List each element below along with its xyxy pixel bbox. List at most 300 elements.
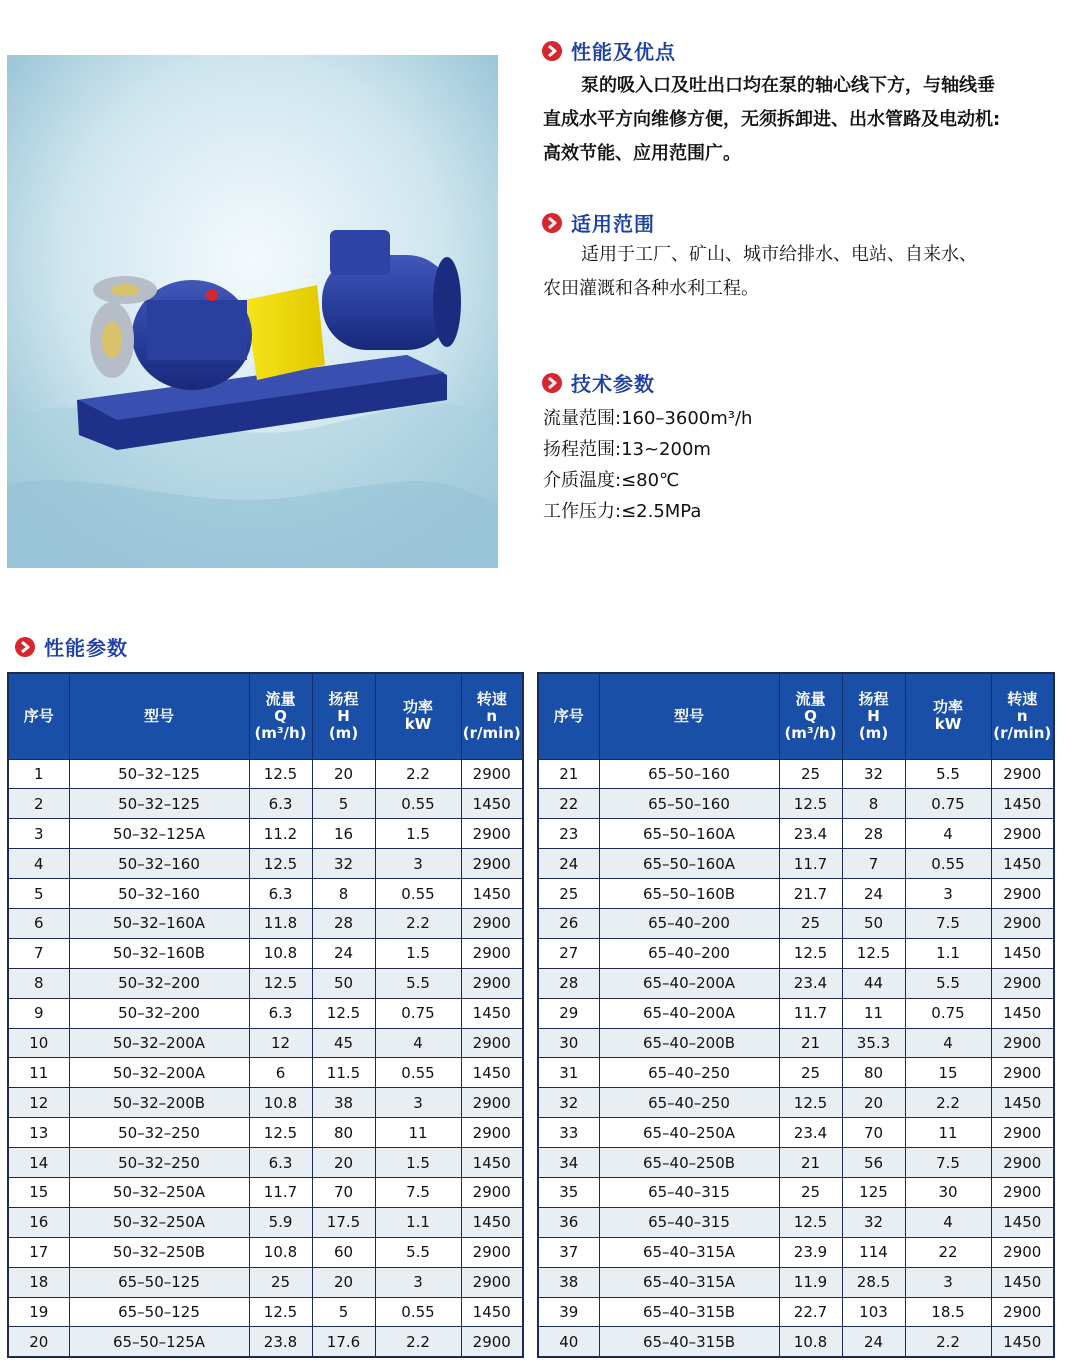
table-cell: 2900 bbox=[991, 759, 1054, 789]
table-cell: 11 bbox=[842, 998, 905, 1028]
table-cell: 1450 bbox=[991, 998, 1054, 1028]
table-cell: 25 bbox=[779, 1177, 842, 1207]
table-cell: 10.8 bbox=[249, 938, 312, 968]
table-cell: 32 bbox=[842, 1207, 905, 1237]
table-cell: 50–32–250 bbox=[69, 1118, 249, 1148]
table-header-row bbox=[8, 673, 523, 759]
table-row bbox=[538, 1148, 1054, 1178]
table-cell: 5.5 bbox=[375, 1237, 461, 1267]
scope-heading bbox=[541, 208, 655, 237]
table-cell: 25 bbox=[538, 879, 599, 909]
table-cell: 6.3 bbox=[249, 789, 312, 819]
table-cell: 12.5 bbox=[779, 789, 842, 819]
table-cell: 35 bbox=[538, 1177, 599, 1207]
table-row bbox=[8, 1297, 523, 1327]
table-row bbox=[538, 819, 1054, 849]
table-cell: 114 bbox=[842, 1237, 905, 1267]
table-cell: 12.5 bbox=[249, 849, 312, 879]
table-cell: 12.5 bbox=[249, 1118, 312, 1148]
table-cell: 5 bbox=[8, 879, 69, 909]
table-cell: 22.7 bbox=[779, 1297, 842, 1327]
table-cell: 11.5 bbox=[312, 1058, 375, 1088]
table-cell: 7 bbox=[842, 849, 905, 879]
column-header: 流量 Q (m³/h) bbox=[249, 673, 312, 759]
table-cell: 1450 bbox=[461, 879, 523, 909]
table-cell: 4 bbox=[905, 1028, 991, 1058]
table-cell: 2900 bbox=[461, 1237, 523, 1267]
perf-heading bbox=[14, 632, 128, 661]
table-cell: 17 bbox=[8, 1237, 69, 1267]
table-row bbox=[8, 998, 523, 1028]
table-cell: 38 bbox=[312, 1088, 375, 1118]
table-cell: 1450 bbox=[991, 849, 1054, 879]
table-cell: 2900 bbox=[991, 819, 1054, 849]
table-cell: 32 bbox=[538, 1088, 599, 1118]
table-cell: 23.4 bbox=[779, 1118, 842, 1148]
table-cell: 65–50–160A bbox=[599, 819, 779, 849]
table-row bbox=[538, 1088, 1054, 1118]
table-cell: 2.2 bbox=[905, 1088, 991, 1118]
table-cell: 6 bbox=[8, 908, 69, 938]
table-cell: 3 bbox=[905, 879, 991, 909]
column-header: 流量 Q (m³/h) bbox=[779, 673, 842, 759]
spec-head: 扬程范围:13~200m bbox=[543, 439, 711, 460]
table-row bbox=[8, 759, 523, 789]
table-row bbox=[8, 789, 523, 819]
table-cell: 34 bbox=[538, 1148, 599, 1178]
table-cell: 28.5 bbox=[842, 1267, 905, 1297]
table-cell: 2.2 bbox=[375, 908, 461, 938]
column-header: 转速 n (r/min) bbox=[461, 673, 523, 759]
table-cell: 2900 bbox=[991, 1177, 1054, 1207]
table-cell: 21 bbox=[538, 759, 599, 789]
table-row bbox=[8, 1148, 523, 1178]
table-row bbox=[8, 1267, 523, 1297]
table-cell: 65–50–160 bbox=[599, 789, 779, 819]
table-cell: 3 bbox=[905, 1267, 991, 1297]
table-cell: 37 bbox=[538, 1237, 599, 1267]
table-cell: 65–50–160A bbox=[599, 849, 779, 879]
table-cell: 65–40–250A bbox=[599, 1118, 779, 1148]
table-row bbox=[8, 1237, 523, 1267]
table-cell: 22 bbox=[905, 1237, 991, 1267]
table-cell: 80 bbox=[842, 1058, 905, 1088]
table-row bbox=[538, 1327, 1054, 1357]
product-photo bbox=[7, 55, 498, 568]
table-cell: 65–50–125A bbox=[69, 1327, 249, 1357]
table-cell: 12 bbox=[249, 1028, 312, 1058]
table-row bbox=[538, 759, 1054, 789]
table-cell: 2 bbox=[8, 789, 69, 819]
table-header-row bbox=[538, 673, 1054, 759]
table-cell: 125 bbox=[842, 1177, 905, 1207]
table-cell: 50–32–200B bbox=[69, 1088, 249, 1118]
table-cell: 11 bbox=[905, 1118, 991, 1148]
table-row bbox=[8, 879, 523, 909]
table-cell: 65–40–200 bbox=[599, 938, 779, 968]
table-cell: 2900 bbox=[991, 1148, 1054, 1178]
table-cell: 70 bbox=[312, 1177, 375, 1207]
table-cell: 5 bbox=[312, 1297, 375, 1327]
spec-flow: 流量范围:160–3600m³/h bbox=[543, 408, 753, 429]
table-cell: 50 bbox=[312, 968, 375, 998]
table-cell: 2900 bbox=[991, 908, 1054, 938]
table-cell: 65–40–315A bbox=[599, 1267, 779, 1297]
table-row bbox=[8, 819, 523, 849]
table-row bbox=[8, 1118, 523, 1148]
table-cell: 25 bbox=[779, 1058, 842, 1088]
table-cell: 15 bbox=[905, 1058, 991, 1088]
table-cell: 50–32–200 bbox=[69, 998, 249, 1028]
table-cell: 1.5 bbox=[375, 819, 461, 849]
table-cell: 2900 bbox=[461, 1267, 523, 1297]
perf-table-left bbox=[7, 672, 524, 1358]
table-cell: 2900 bbox=[461, 908, 523, 938]
table-cell: 65–40–200 bbox=[599, 908, 779, 938]
table-cell: 7.5 bbox=[905, 1148, 991, 1178]
perf-table-right bbox=[537, 672, 1055, 1358]
table-cell: 1.1 bbox=[375, 1207, 461, 1237]
table-cell: 6 bbox=[249, 1058, 312, 1088]
table-cell: 25 bbox=[779, 908, 842, 938]
table-cell: 0.75 bbox=[905, 998, 991, 1028]
features-line-2: 直成水平方向维修方便，无须拆卸进、出水管路及电动机: bbox=[543, 109, 1001, 130]
table-cell: 65–40–315 bbox=[599, 1207, 779, 1237]
table-cell: 1450 bbox=[991, 1267, 1054, 1297]
table-row bbox=[538, 1177, 1054, 1207]
table-cell: 6.3 bbox=[249, 998, 312, 1028]
table-row bbox=[538, 1237, 1054, 1267]
table-cell: 80 bbox=[312, 1118, 375, 1148]
table-cell: 11.7 bbox=[779, 849, 842, 879]
table-cell: 33 bbox=[538, 1118, 599, 1148]
table-cell: 1450 bbox=[461, 1058, 523, 1088]
table-cell: 50–32–250 bbox=[69, 1148, 249, 1178]
table-cell: 40 bbox=[538, 1327, 599, 1357]
table-cell: 2.2 bbox=[375, 759, 461, 789]
table-cell: 11.8 bbox=[249, 908, 312, 938]
table-cell: 21 bbox=[779, 1148, 842, 1178]
table-cell: 20 bbox=[312, 1148, 375, 1178]
table-cell: 65–50–160B bbox=[599, 879, 779, 909]
table-cell: 7 bbox=[8, 938, 69, 968]
table-row bbox=[8, 849, 523, 879]
table-cell: 24 bbox=[538, 849, 599, 879]
table-cell: 26 bbox=[538, 908, 599, 938]
table-cell: 8 bbox=[8, 968, 69, 998]
table-cell: 21.7 bbox=[779, 879, 842, 909]
table-cell: 11 bbox=[8, 1058, 69, 1088]
table-cell: 1450 bbox=[461, 1207, 523, 1237]
tech-specs bbox=[543, 403, 752, 527]
table-row bbox=[538, 998, 1054, 1028]
table-cell: 36 bbox=[538, 1207, 599, 1237]
table-cell: 11.7 bbox=[249, 1177, 312, 1207]
table-cell: 2.2 bbox=[375, 1327, 461, 1357]
table-row bbox=[538, 1207, 1054, 1237]
table-cell: 11.2 bbox=[249, 819, 312, 849]
table-cell: 65–40–200B bbox=[599, 1028, 779, 1058]
circle-chevron-right-icon bbox=[14, 636, 36, 658]
table-cell: 24 bbox=[312, 938, 375, 968]
table-cell: 0.55 bbox=[905, 849, 991, 879]
table-cell: 10.8 bbox=[249, 1088, 312, 1118]
table-cell: 65–50–125 bbox=[69, 1267, 249, 1297]
table-cell: 1450 bbox=[461, 1148, 523, 1178]
table-cell: 50–32–250A bbox=[69, 1207, 249, 1237]
circle-chevron-right-icon bbox=[541, 212, 563, 234]
features-heading bbox=[541, 36, 676, 65]
table-cell: 12.5 bbox=[842, 938, 905, 968]
table-cell: 22 bbox=[538, 789, 599, 819]
tech-heading-text: 技术参数 bbox=[571, 372, 655, 396]
table-row bbox=[538, 968, 1054, 998]
table-row bbox=[8, 1327, 523, 1357]
table-cell: 1450 bbox=[991, 1207, 1054, 1237]
table-cell: 50–32–200A bbox=[69, 1058, 249, 1088]
table-cell: 28 bbox=[842, 819, 905, 849]
table-row bbox=[538, 1267, 1054, 1297]
table-cell: 0.55 bbox=[375, 879, 461, 909]
scope-line-1: 适用于工厂、矿山、城市给排水、电站、自来水、 bbox=[581, 244, 977, 265]
table-cell: 23 bbox=[538, 819, 599, 849]
table-cell: 6.3 bbox=[249, 879, 312, 909]
table-cell: 5.9 bbox=[249, 1207, 312, 1237]
table-cell: 3 bbox=[375, 1088, 461, 1118]
table-cell: 5 bbox=[312, 789, 375, 819]
table-cell: 32 bbox=[312, 849, 375, 879]
table-cell: 1450 bbox=[461, 1297, 523, 1327]
table-cell: 0.55 bbox=[375, 1297, 461, 1327]
table-cell: 18 bbox=[8, 1267, 69, 1297]
table-cell: 3 bbox=[375, 849, 461, 879]
table-cell: 20 bbox=[312, 759, 375, 789]
features-line-1: 泵的吸入口及吐出口均在泵的轴心线下方，与轴线垂 bbox=[581, 75, 995, 96]
scope-heading-text: 适用范围 bbox=[571, 212, 655, 236]
table-cell: 2900 bbox=[991, 1118, 1054, 1148]
table-cell: 25 bbox=[249, 1267, 312, 1297]
table-cell: 65–40–315B bbox=[599, 1297, 779, 1327]
table-cell: 50 bbox=[842, 908, 905, 938]
table-cell: 70 bbox=[842, 1118, 905, 1148]
table-cell: 1450 bbox=[461, 998, 523, 1028]
table-cell: 65–40–200A bbox=[599, 998, 779, 1028]
table-cell: 1450 bbox=[991, 1088, 1054, 1118]
tech-heading bbox=[541, 368, 655, 397]
table-cell: 12.5 bbox=[249, 759, 312, 789]
table-cell: 65–40–315B bbox=[599, 1327, 779, 1357]
table-cell: 39 bbox=[538, 1297, 599, 1327]
table-cell: 30 bbox=[538, 1028, 599, 1058]
table-row bbox=[538, 1118, 1054, 1148]
column-header: 序号 bbox=[8, 673, 69, 759]
table-cell: 12.5 bbox=[249, 1297, 312, 1327]
table-cell: 0.55 bbox=[375, 1058, 461, 1088]
table-row bbox=[8, 968, 523, 998]
table-cell: 35.3 bbox=[842, 1028, 905, 1058]
table-cell: 65–40–200A bbox=[599, 968, 779, 998]
table-cell: 1.5 bbox=[375, 938, 461, 968]
table-cell: 17.6 bbox=[312, 1327, 375, 1357]
table-cell: 50–32–125 bbox=[69, 759, 249, 789]
table-cell: 4 bbox=[375, 1028, 461, 1058]
table-cell: 29 bbox=[538, 998, 599, 1028]
table-cell: 2900 bbox=[461, 1088, 523, 1118]
table-cell: 0.55 bbox=[375, 789, 461, 819]
table-cell: 2900 bbox=[991, 1028, 1054, 1058]
table-cell: 3 bbox=[8, 819, 69, 849]
table-cell: 2900 bbox=[991, 1058, 1054, 1088]
table-cell: 1450 bbox=[991, 1327, 1054, 1357]
table-cell: 65–50–125 bbox=[69, 1297, 249, 1327]
table-row bbox=[8, 1177, 523, 1207]
table-cell: 12.5 bbox=[779, 1088, 842, 1118]
perf-heading-text: 性能参数 bbox=[44, 636, 128, 660]
table-cell: 25 bbox=[779, 759, 842, 789]
table-cell: 20 bbox=[312, 1267, 375, 1297]
scope-line-2: 农田灌溉和各种水利工程。 bbox=[543, 278, 759, 299]
table-cell: 0.75 bbox=[375, 998, 461, 1028]
table-cell: 45 bbox=[312, 1028, 375, 1058]
table-row bbox=[8, 1028, 523, 1058]
table-cell: 1450 bbox=[991, 789, 1054, 819]
table-cell: 30 bbox=[905, 1177, 991, 1207]
table-cell: 65–40–315 bbox=[599, 1177, 779, 1207]
table-cell: 50–32–160B bbox=[69, 938, 249, 968]
column-header: 型号 bbox=[599, 673, 779, 759]
table-cell: 17.5 bbox=[312, 1207, 375, 1237]
table-cell: 2900 bbox=[461, 1118, 523, 1148]
table-cell: 2900 bbox=[461, 819, 523, 849]
table-cell: 18.5 bbox=[905, 1297, 991, 1327]
table-cell: 2900 bbox=[991, 879, 1054, 909]
table-cell: 13 bbox=[8, 1118, 69, 1148]
table-cell: 103 bbox=[842, 1297, 905, 1327]
column-header: 序号 bbox=[538, 673, 599, 759]
table-cell: 1.1 bbox=[905, 938, 991, 968]
table-cell: 27 bbox=[538, 938, 599, 968]
table-row bbox=[8, 1207, 523, 1237]
table-cell: 12.5 bbox=[779, 1207, 842, 1237]
circle-chevron-right-icon bbox=[541, 372, 563, 394]
table-cell: 23.4 bbox=[779, 968, 842, 998]
table-cell: 2900 bbox=[461, 1327, 523, 1357]
table-cell: 12.5 bbox=[249, 968, 312, 998]
table-cell: 5.5 bbox=[905, 968, 991, 998]
table-cell: 2900 bbox=[991, 1297, 1054, 1327]
table-cell: 65–40–250B bbox=[599, 1148, 779, 1178]
table-cell: 1450 bbox=[991, 938, 1054, 968]
table-cell: 23.4 bbox=[779, 819, 842, 849]
table-cell: 2900 bbox=[461, 849, 523, 879]
table-cell: 14 bbox=[8, 1148, 69, 1178]
table-cell: 3 bbox=[375, 1267, 461, 1297]
table-cell: 10.8 bbox=[249, 1237, 312, 1267]
table-cell: 50–32–125A bbox=[69, 819, 249, 849]
table-cell: 8 bbox=[312, 879, 375, 909]
table-row bbox=[8, 938, 523, 968]
table-cell: 50–32–200A bbox=[69, 1028, 249, 1058]
features-line-3: 高效节能、应用范围广。 bbox=[543, 143, 741, 164]
table-cell: 15 bbox=[8, 1177, 69, 1207]
features-paragraph bbox=[543, 69, 1000, 171]
table-cell: 2900 bbox=[461, 938, 523, 968]
table-cell: 11.7 bbox=[779, 998, 842, 1028]
table-cell: 24 bbox=[842, 879, 905, 909]
table-cell: 50–32–160 bbox=[69, 849, 249, 879]
table-cell: 10.8 bbox=[779, 1327, 842, 1357]
table-cell: 65–40–250 bbox=[599, 1058, 779, 1088]
table-row bbox=[8, 908, 523, 938]
table-row bbox=[538, 789, 1054, 819]
table-cell: 2900 bbox=[461, 759, 523, 789]
table-cell: 5.5 bbox=[375, 968, 461, 998]
table-cell: 50–32–250A bbox=[69, 1177, 249, 1207]
table-row bbox=[8, 1088, 523, 1118]
table-cell: 6.3 bbox=[249, 1148, 312, 1178]
table-cell: 23.9 bbox=[779, 1237, 842, 1267]
table-cell: 50–32–160 bbox=[69, 879, 249, 909]
table-row bbox=[538, 1297, 1054, 1327]
table-cell: 32 bbox=[842, 759, 905, 789]
table-row bbox=[538, 1028, 1054, 1058]
features-heading-text: 性能及优点 bbox=[571, 40, 676, 64]
column-header: 扬程 H (m) bbox=[842, 673, 905, 759]
table-cell: 11.9 bbox=[779, 1267, 842, 1297]
table-cell: 20 bbox=[842, 1088, 905, 1118]
table-cell: 0.75 bbox=[905, 789, 991, 819]
table-cell: 20 bbox=[8, 1327, 69, 1357]
table-cell: 23.8 bbox=[249, 1327, 312, 1357]
table-cell: 4 bbox=[905, 819, 991, 849]
table-cell: 16 bbox=[8, 1207, 69, 1237]
table-cell: 31 bbox=[538, 1058, 599, 1088]
table-cell: 16 bbox=[312, 819, 375, 849]
table-row bbox=[538, 938, 1054, 968]
table-cell: 9 bbox=[8, 998, 69, 1028]
table-cell: 50–32–160A bbox=[69, 908, 249, 938]
table-cell: 24 bbox=[842, 1327, 905, 1357]
table-cell: 65–50–160 bbox=[599, 759, 779, 789]
table-cell: 4 bbox=[905, 1207, 991, 1237]
column-header: 扬程 H (m) bbox=[312, 673, 375, 759]
column-header: 型号 bbox=[69, 673, 249, 759]
table-cell: 12.5 bbox=[312, 998, 375, 1028]
spec-pressure: 工作压力:≤2.5MPa bbox=[543, 501, 702, 522]
table-cell: 21 bbox=[779, 1028, 842, 1058]
table-cell: 28 bbox=[312, 908, 375, 938]
circle-chevron-right-icon bbox=[541, 40, 563, 62]
table-cell: 19 bbox=[8, 1297, 69, 1327]
table-cell: 7.5 bbox=[905, 908, 991, 938]
table-cell: 65–40–250 bbox=[599, 1088, 779, 1118]
table-row bbox=[538, 908, 1054, 938]
table-cell: 2900 bbox=[461, 1177, 523, 1207]
table-cell: 4 bbox=[8, 849, 69, 879]
table-row bbox=[538, 849, 1054, 879]
table-cell: 56 bbox=[842, 1148, 905, 1178]
table-row bbox=[8, 1058, 523, 1088]
table-cell: 2900 bbox=[461, 968, 523, 998]
table-cell: 60 bbox=[312, 1237, 375, 1267]
column-header: 功率 kW bbox=[375, 673, 461, 759]
table-cell: 12.5 bbox=[779, 938, 842, 968]
table-cell: 65–40–315A bbox=[599, 1237, 779, 1267]
table-cell: 38 bbox=[538, 1267, 599, 1297]
scope-paragraph bbox=[543, 238, 977, 306]
table-cell: 10 bbox=[8, 1028, 69, 1058]
table-row bbox=[538, 1058, 1054, 1088]
